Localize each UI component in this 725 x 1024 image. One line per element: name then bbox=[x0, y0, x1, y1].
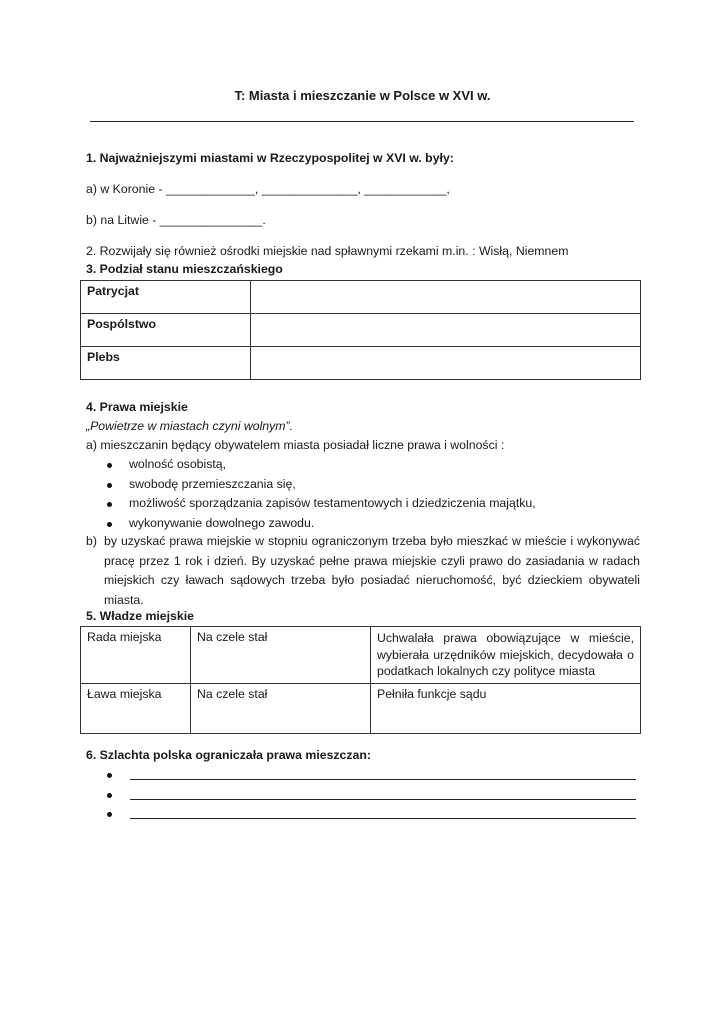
social-classes-table bbox=[80, 280, 641, 380]
authority-head[interactable]: Na czele stał bbox=[191, 683, 371, 733]
q1-heading: 1. Najważniejszymi miastami w Rzeczypospolitej w XVI w. były: bbox=[86, 151, 454, 165]
class-label: Plebs bbox=[81, 347, 251, 380]
class-label: Patrycjat bbox=[81, 281, 251, 314]
q4-b-prefix: b) bbox=[86, 534, 97, 548]
authority-role: Pełniła funkcje sądu bbox=[371, 683, 641, 733]
table-row bbox=[81, 314, 641, 347]
table-row bbox=[81, 347, 641, 380]
class-label: Pospólstwo bbox=[81, 314, 251, 347]
list-item: swobodę przemieszczania się, bbox=[129, 477, 296, 491]
class-answer-field[interactable] bbox=[251, 314, 641, 347]
q2-text: 2. Rozwijały się również ośrodki miejskie nad spławnymi rzekami m.in. : Wisłą, Niemnem bbox=[86, 244, 569, 258]
bullet-icon bbox=[107, 773, 112, 778]
bullet-icon bbox=[107, 793, 112, 798]
bullet-icon bbox=[107, 502, 112, 507]
bullet-icon bbox=[107, 483, 112, 488]
q1-answer-korona[interactable]: a) w Koronie - _____________, ______________, ____________, bbox=[86, 182, 450, 196]
title-underline bbox=[90, 121, 634, 122]
list-item: możliwość sporządzania zapisów testamentowych i dziedziczenia majątku, bbox=[129, 496, 536, 510]
page-title: T: Miasta i mieszczanie w Polsce w XVI w. bbox=[234, 88, 491, 103]
table-row bbox=[81, 683, 641, 733]
city-authorities-table bbox=[80, 626, 641, 734]
list-item: wolność osobistą, bbox=[129, 457, 227, 471]
q6-answer-line[interactable] bbox=[130, 785, 636, 800]
list-item: wykonywanie dowolnego zawodu. bbox=[129, 516, 315, 530]
bullet-icon bbox=[107, 812, 112, 817]
authority-head[interactable]: Na czele stał bbox=[191, 627, 371, 684]
authority-role: Uchwalała prawa obowiązujące w mieście, wybierała urzędników miejskich, decydowała o podatkach lokalnych czy polityce miasta bbox=[371, 627, 641, 684]
table-row bbox=[81, 281, 641, 314]
class-answer-field[interactable] bbox=[251, 281, 641, 314]
authority-name: Ława miejska bbox=[81, 683, 191, 733]
q4-a-intro: a) mieszczanin będący obywatelem miasta posiadał liczne prawa i wolności : bbox=[86, 438, 505, 452]
q1-answer-litwa[interactable]: b) na Litwie - _______________. bbox=[86, 213, 266, 227]
class-answer-field[interactable] bbox=[251, 347, 641, 380]
q6-answer-line[interactable] bbox=[130, 804, 636, 819]
q6-answer-line[interactable] bbox=[130, 765, 636, 780]
q4-heading: 4. Prawa miejskie bbox=[86, 400, 188, 414]
q4-b-text: by uzyskać prawa miejskie w stopniu ograniczonym trzeba było mieszkać w mieście i wykonywać pracę przez 1 rok i dzień. By uzyskać pełne prawa miejskie czyli prawo do zasiadania w radach miejskich czy ławach sądowych trzeba było posiadać nieruchomość, być dzieckiem obywateli miasta. bbox=[104, 534, 640, 607]
q6-heading: 6. Szlachta polska ograniczała prawa mieszczan: bbox=[86, 748, 371, 762]
table-row bbox=[81, 627, 641, 684]
bullet-icon bbox=[107, 463, 112, 468]
q3-heading: 3. Podział stanu mieszczańskiego bbox=[86, 262, 283, 276]
bullet-icon bbox=[107, 522, 112, 527]
authority-name: Rada miejska bbox=[81, 627, 191, 684]
q4-quote: „Powietrze w miastach czyni wolnym”. bbox=[86, 419, 294, 433]
q5-heading: 5. Władze miejskie bbox=[86, 609, 194, 623]
